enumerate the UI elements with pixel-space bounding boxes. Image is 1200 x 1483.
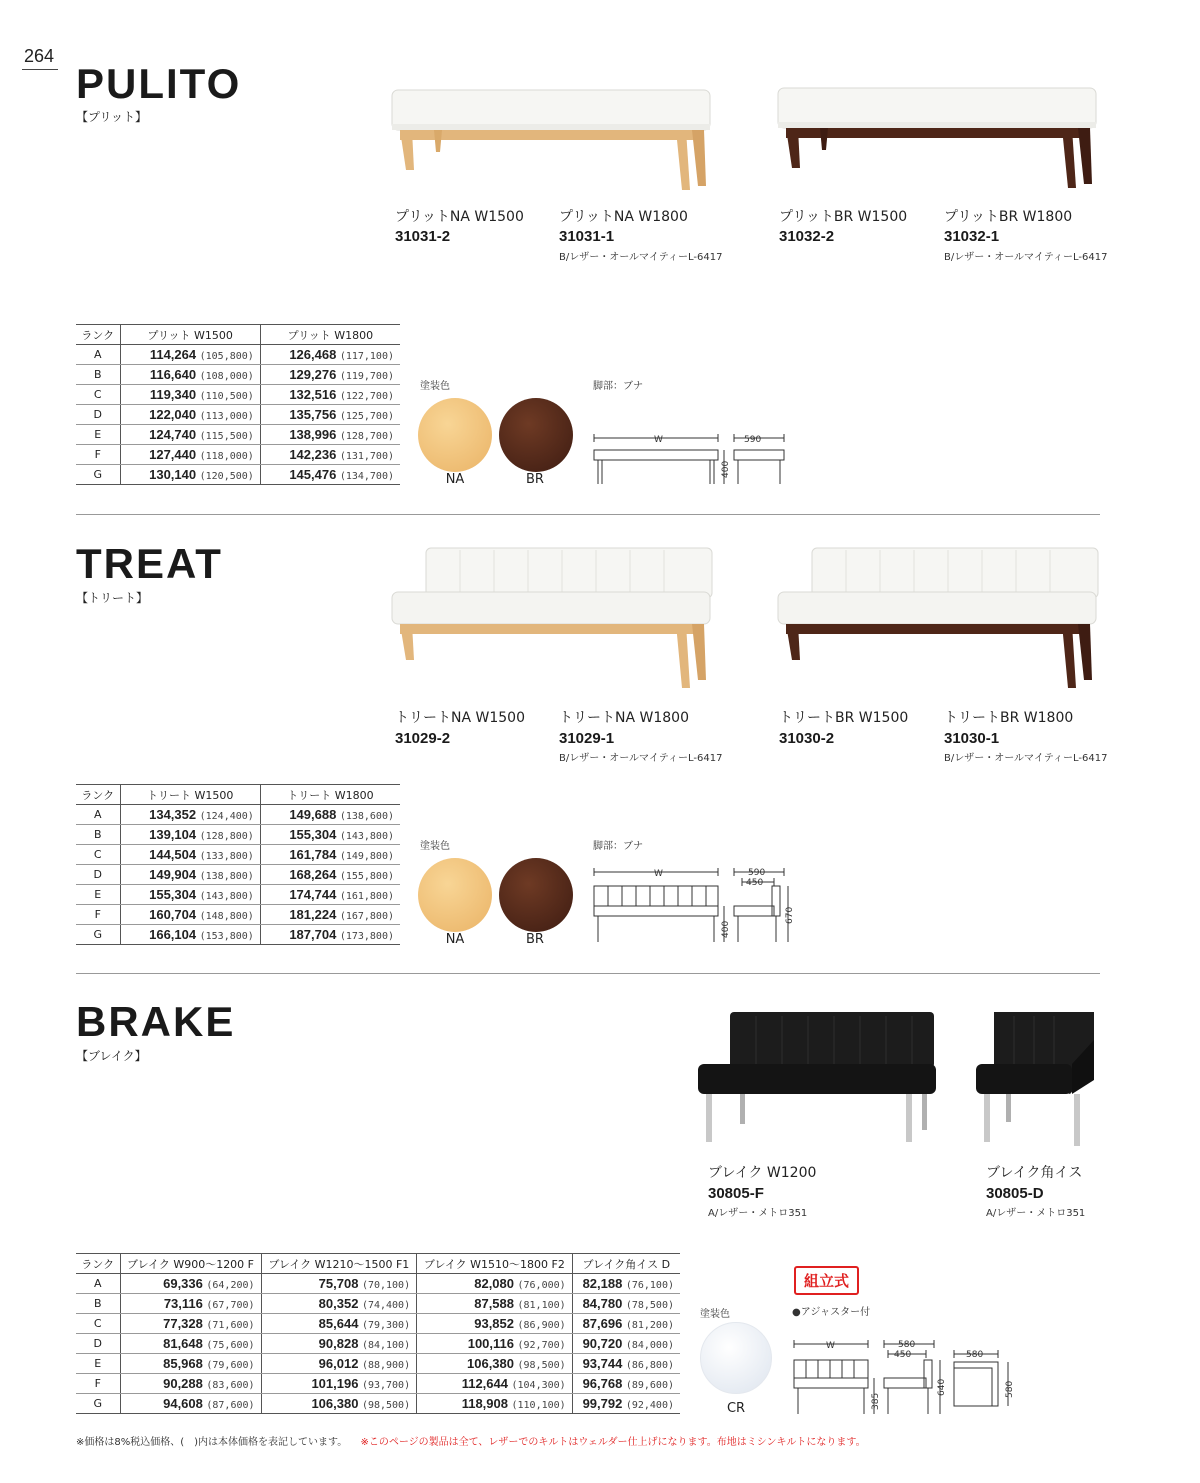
table-row [76, 805, 400, 825]
price-base: (125,700) [339, 411, 394, 422]
price-value: 106,380 [467, 1356, 514, 1371]
price-value: 116,640 [149, 367, 197, 382]
price-value: 69,336 [163, 1276, 203, 1291]
table-row [76, 445, 400, 465]
product-code: 31031-2 [395, 228, 451, 245]
price-base: (149,800) [339, 851, 394, 862]
price-value: 161,784 [289, 847, 337, 862]
dim-depth-label: 590 [744, 435, 762, 445]
price-value: 166,104 [149, 927, 197, 942]
rank-cell: F [76, 445, 120, 465]
price-table-brake [76, 1253, 680, 1414]
price-base: (115,500) [199, 431, 254, 442]
swatch-na[interactable] [418, 858, 492, 932]
price-value: 90,828 [318, 1336, 359, 1351]
section-divider [76, 973, 1100, 974]
table-header: ブレイク W1510～1800 F2 [417, 1254, 573, 1274]
section-title-brake: BRAKE [76, 998, 236, 1045]
dim-corner-depth-label: 580 [1005, 1380, 1015, 1398]
product-note: A/レザー・メトロ351 [986, 1208, 1086, 1219]
rank-cell: D [76, 405, 120, 425]
price-value: 101,196 [311, 1376, 359, 1391]
rank-cell: E [76, 885, 120, 905]
table-header: ブレイク W1210～1500 F1 [261, 1254, 417, 1274]
product-code: 31031-1 [559, 228, 615, 245]
price-value: 93,744 [582, 1356, 623, 1371]
price-base: (153,800) [199, 931, 254, 942]
price-base: (64,200) [206, 1280, 255, 1291]
table-row [76, 885, 400, 905]
price-base: (75,600) [206, 1340, 255, 1351]
dim-seat-height-label: 385 [871, 1392, 881, 1410]
rank-cell: G [76, 1394, 120, 1414]
price-value: 80,352 [318, 1296, 359, 1311]
dim-corner-width-label: 580 [966, 1350, 984, 1360]
price-base: (155,800) [339, 871, 394, 882]
footnote-main: ※価格は8%税込価格、( )内は本体価格を表記しています。 [76, 1437, 348, 1448]
price-base: (118,000) [199, 451, 254, 462]
rank-cell: A [76, 1274, 120, 1294]
product-name: トリートNA W1800 [559, 710, 689, 726]
price-value: 90,720 [582, 1336, 623, 1351]
price-value: 139,104 [149, 827, 197, 842]
rank-cell: B [76, 365, 120, 385]
product-note: B/レザー・オールマイティーL-6417 [559, 252, 723, 263]
price-base: (120,500) [199, 471, 254, 482]
table-row [76, 1354, 680, 1374]
price-base: (83,600) [206, 1380, 255, 1391]
price-base: (148,800) [199, 911, 254, 922]
price-value: 106,380 [311, 1396, 359, 1411]
brake-bench-image [696, 1010, 940, 1146]
product-name: プリットBR W1800 [944, 209, 1073, 225]
treat-br-bench-image [776, 544, 1106, 692]
adjuster-note: ●アジャスター付 [792, 1307, 871, 1318]
paint-color-label: 塗装色 [420, 841, 450, 852]
dim-height-label: 640 [937, 1378, 947, 1396]
price-base: (98,500) [361, 1400, 411, 1411]
price-base: (81,100) [517, 1300, 566, 1311]
price-base: (113,000) [199, 411, 254, 422]
rank-cell: C [76, 845, 120, 865]
price-value: 96,012 [318, 1356, 359, 1371]
section-title-treat: TREAT [76, 540, 223, 587]
section-subtitle-brake: 【ブレイク】 [76, 1049, 147, 1063]
treat-na-bench-image [390, 544, 720, 692]
dim-height-label: 670 [785, 906, 795, 924]
price-value: 96,768 [582, 1376, 623, 1391]
product-code: 31030-2 [779, 730, 835, 747]
price-base: (71,600) [206, 1320, 255, 1331]
price-value: 134,352 [149, 807, 197, 822]
price-value: 181,224 [289, 907, 337, 922]
price-value: 85,644 [318, 1316, 359, 1331]
price-value: 77,328 [163, 1316, 203, 1331]
price-base: (122,700) [339, 391, 394, 402]
swatch-br[interactable] [499, 398, 573, 472]
price-value: 129,276 [289, 367, 337, 382]
table-header: プリット W1800 [260, 325, 400, 345]
price-table-treat [76, 784, 400, 945]
product-code: 31029-1 [559, 730, 615, 747]
brake-corner-chair-image [974, 1010, 1100, 1146]
price-base: (87,600) [206, 1400, 255, 1411]
price-value: 122,040 [149, 407, 197, 422]
dim-seat-height-label: 400 [721, 920, 731, 938]
price-base: (92,400) [625, 1400, 674, 1411]
rank-cell: D [76, 865, 120, 885]
rank-cell: C [76, 385, 120, 405]
price-base: (110,100) [511, 1400, 566, 1411]
dim-seat-depth-label: 450 [894, 1350, 912, 1360]
assembly-badge: 組立式 [794, 1266, 859, 1295]
section-title-pulito: PULITO [76, 60, 242, 107]
price-base: (128,800) [199, 831, 254, 842]
table-row [76, 1294, 680, 1314]
swatch-label: NA [445, 472, 465, 487]
price-base: (173,800) [339, 931, 394, 942]
table-row [76, 1394, 680, 1414]
price-value: 84,780 [582, 1296, 623, 1311]
table-header: ランク [76, 785, 120, 805]
rank-cell: E [76, 1354, 120, 1374]
rank-cell: C [76, 1314, 120, 1334]
price-value: 149,904 [149, 867, 197, 882]
price-value: 155,304 [149, 887, 197, 902]
rank-cell: G [76, 465, 120, 485]
price-base: (138,800) [199, 871, 254, 882]
dim-seat-depth-label: 450 [746, 878, 764, 888]
product-name: プリットNA W1500 [395, 209, 524, 225]
price-base: (79,600) [206, 1360, 255, 1371]
price-base: (98,500) [517, 1360, 566, 1371]
product-note: B/レザー・オールマイティーL-6417 [944, 252, 1108, 263]
price-value: 138,996 [289, 427, 337, 442]
leg-material-label: 脚部：ブナ [593, 381, 643, 392]
rank-cell: B [76, 825, 120, 845]
price-base: (86,900) [517, 1320, 566, 1331]
price-value: 174,744 [289, 887, 337, 902]
table-row [76, 385, 400, 405]
table-row [76, 825, 400, 845]
price-value: 118,908 [461, 1396, 508, 1411]
table-header: ブレイク角イス D [572, 1254, 680, 1274]
table-row [76, 425, 400, 445]
price-base: (78,500) [625, 1300, 674, 1311]
price-base: (93,700) [361, 1380, 411, 1391]
product-code: 31030-1 [944, 730, 1000, 747]
price-base: (88,900) [361, 1360, 411, 1371]
rank-cell: F [76, 905, 120, 925]
price-value: 119,340 [149, 387, 197, 402]
section-divider [76, 514, 1100, 515]
price-value: 94,608 [163, 1396, 203, 1411]
price-base: (84,100) [361, 1340, 411, 1351]
swatch-br[interactable] [499, 858, 573, 932]
price-value: 160,704 [149, 907, 197, 922]
footnote-red: ※このページの製品は全て、レザーでのキルトはウェルダー仕上げになります。布地はミシンキルトになります。 [360, 1437, 866, 1448]
price-value: 149,688 [289, 807, 337, 822]
swatch-label: BR [526, 932, 544, 947]
rank-cell: A [76, 345, 120, 365]
product-code: 31029-2 [395, 730, 451, 747]
price-base: (128,700) [339, 431, 394, 442]
brake-dimension-drawing [788, 1334, 1024, 1418]
table-row [76, 1334, 680, 1354]
price-base: (86,800) [625, 1360, 674, 1371]
price-value: 145,476 [289, 467, 337, 482]
price-base: (134,700) [339, 471, 394, 482]
price-base: (124,400) [199, 811, 254, 822]
table-row [76, 345, 400, 365]
table-row [76, 905, 400, 925]
product-name: トリートBR W1800 [944, 710, 1074, 726]
pulito-na-bench-image [390, 86, 720, 194]
price-base: (104,300) [511, 1380, 566, 1391]
product-code: 31032-2 [779, 228, 835, 245]
table-header: ランク [76, 1254, 120, 1274]
table-header: トリート W1500 [120, 785, 260, 805]
price-value: 135,756 [289, 407, 337, 422]
dim-width-label: W [654, 869, 663, 879]
price-base: (76,100) [625, 1280, 674, 1291]
table-row [76, 365, 400, 385]
swatch-label: CR [726, 1401, 746, 1416]
rank-cell: E [76, 425, 120, 445]
price-base: (161,800) [339, 891, 394, 902]
rank-cell: D [76, 1334, 120, 1354]
section-subtitle-treat: 【トリート】 [76, 591, 149, 605]
product-note: B/レザー・オールマイティーL-6417 [944, 753, 1108, 764]
rank-cell: B [76, 1294, 120, 1314]
footnote [76, 1433, 866, 1448]
price-value: 81,648 [163, 1336, 203, 1351]
price-value: 112,644 [461, 1376, 508, 1391]
rank-cell: F [76, 1374, 120, 1394]
dim-depth-label: 590 [748, 868, 766, 878]
price-value: 130,140 [149, 467, 197, 482]
price-value: 90,288 [163, 1376, 203, 1391]
price-base: (70,100) [361, 1280, 411, 1291]
table-row [76, 925, 400, 945]
price-value: 82,188 [582, 1276, 623, 1291]
price-value: 132,516 [289, 387, 337, 402]
price-value: 168,264 [289, 867, 337, 882]
dim-width-label: W [826, 1341, 835, 1351]
price-base: (117,100) [339, 351, 394, 362]
table-header: トリート W1800 [260, 785, 400, 805]
price-base: (143,800) [199, 891, 254, 902]
table-row [76, 1314, 680, 1334]
price-value: 126,468 [289, 347, 337, 362]
product-name: プリットBR W1500 [779, 209, 908, 225]
paint-color-label: 塗装色 [420, 381, 450, 392]
table-row [76, 1274, 680, 1294]
price-base: (74,400) [361, 1300, 411, 1311]
price-value: 87,696 [582, 1316, 623, 1331]
price-base: (133,800) [199, 851, 254, 862]
table-row [76, 465, 400, 485]
price-value: 100,116 [467, 1336, 514, 1351]
table-row [76, 405, 400, 425]
price-value: 127,440 [149, 447, 197, 462]
leg-material-label: 脚部：ブナ [593, 841, 643, 852]
price-value: 75,708 [318, 1276, 359, 1291]
price-base: (110,500) [199, 391, 254, 402]
price-base: (108,000) [199, 371, 254, 382]
price-base: (167,800) [339, 911, 394, 922]
price-base: (81,200) [625, 1320, 674, 1331]
price-base: (105,800) [199, 351, 254, 362]
price-value: 85,968 [163, 1356, 203, 1371]
swatch-label: NA [445, 932, 465, 947]
dim-height-label: 400 [721, 460, 731, 478]
price-value: 82,080 [474, 1276, 514, 1291]
product-note: B/レザー・オールマイティーL-6417 [559, 753, 723, 764]
price-base: (67,700) [206, 1300, 255, 1311]
price-table-pulito [76, 324, 400, 485]
price-base: (119,700) [339, 371, 394, 382]
price-base: (92,700) [517, 1340, 566, 1351]
price-value: 73,116 [163, 1296, 203, 1311]
price-value: 124,740 [149, 427, 197, 442]
product-name: トリートNA W1500 [395, 710, 525, 726]
page-number-underline [22, 69, 58, 70]
price-base: (76,000) [517, 1280, 566, 1291]
price-value: 99,792 [582, 1396, 623, 1411]
product-name: プリットNA W1800 [559, 209, 688, 225]
product-code: 31032-1 [944, 228, 1000, 245]
price-base: (79,300) [361, 1320, 411, 1331]
price-value: 144,504 [149, 847, 197, 862]
paint-color-label: 塗装色 [700, 1309, 730, 1320]
page-number: 264 [24, 46, 55, 66]
table-row [76, 845, 400, 865]
price-base: (143,800) [339, 831, 394, 842]
price-value: 187,704 [289, 927, 337, 942]
dim-width-label: W [654, 435, 663, 445]
price-base: (131,700) [339, 451, 394, 462]
table-row [76, 1374, 680, 1394]
treat-dimension-drawing [588, 862, 802, 946]
price-base: (138,600) [339, 811, 394, 822]
price-value: 87,588 [474, 1296, 514, 1311]
section-subtitle-pulito: 【プリット】 [76, 110, 148, 124]
product-name: ブレイク角イス [986, 1165, 1083, 1181]
rank-cell: G [76, 925, 120, 945]
table-header: ランク [76, 325, 120, 345]
product-code: 30805-F [708, 1185, 764, 1202]
table-header: プリット W1500 [120, 325, 260, 345]
price-value: 114,264 [149, 347, 197, 362]
product-code: 30805-D [986, 1185, 1044, 1202]
price-value: 155,304 [289, 827, 337, 842]
swatch-label: BR [526, 472, 544, 487]
swatch-na[interactable] [418, 398, 492, 472]
product-note: A/レザー・メトロ351 [708, 1208, 808, 1219]
price-base: (84,000) [625, 1340, 674, 1351]
price-base: (89,600) [625, 1380, 674, 1391]
price-value: 142,236 [289, 447, 337, 462]
product-name: トリートBR W1500 [779, 710, 909, 726]
table-header: ブレイク W900～1200 F [120, 1254, 261, 1274]
swatch-cr[interactable] [700, 1322, 772, 1394]
pulito-dimension-drawing [588, 428, 798, 490]
dim-depth-label: 580 [898, 1340, 916, 1350]
product-name: ブレイク W1200 [708, 1165, 817, 1181]
pulito-br-bench-image [776, 84, 1106, 192]
price-value: 93,852 [474, 1316, 514, 1331]
table-row [76, 865, 400, 885]
rank-cell: A [76, 805, 120, 825]
